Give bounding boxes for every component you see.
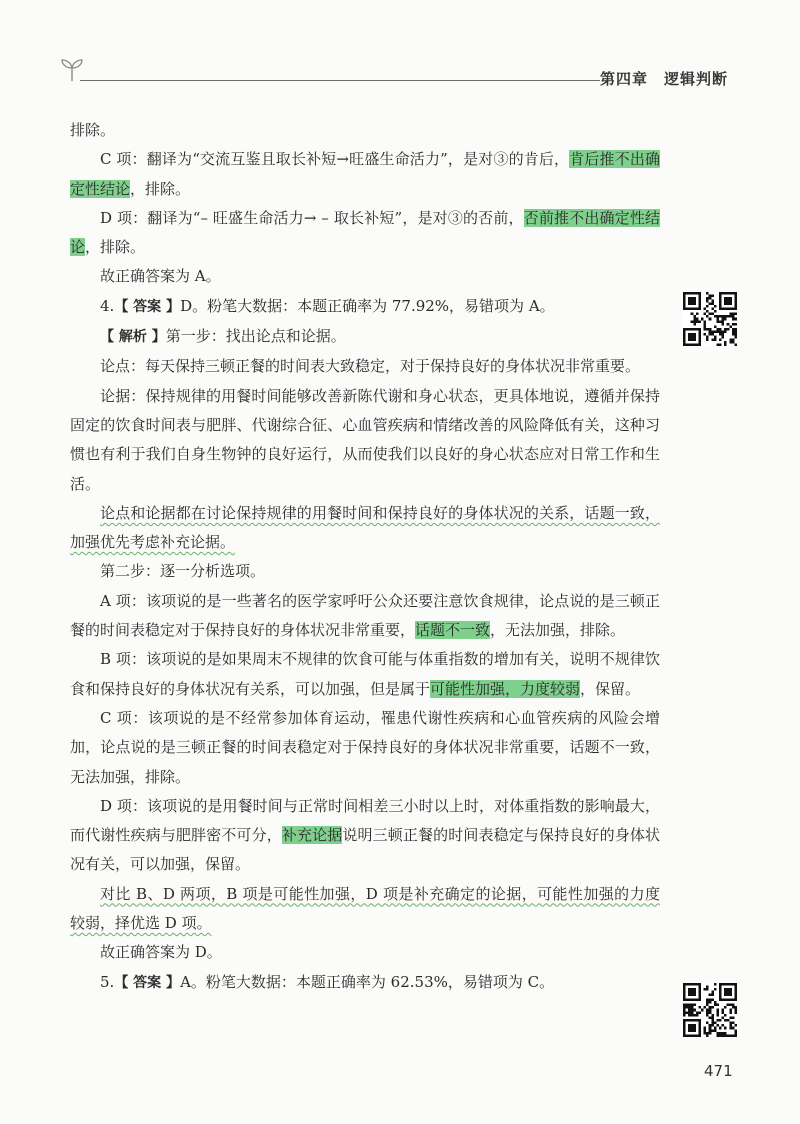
sprout-icon	[58, 56, 86, 82]
wavy-underline: 对比 B、D 两项，B 项是可能性加强，D 项是补充确定的论据，可能性加强的力度较弱，择优选 D 项。	[70, 884, 660, 933]
header-rule	[80, 80, 600, 81]
paragraph-option-d: D 项：翻译为“– 旺盛生命活力→ – 取长补短”，是对③的否前，否前推不出确定性结论，排除。	[70, 208, 660, 257]
wavy-underline: 论点和论据都在讨论保持规律的用餐时间和保持良好的身体状况的关系，话题一致，加强优先考虑补充论据。	[70, 503, 660, 552]
chapter-number: 第四章	[600, 70, 649, 88]
paragraph-option-b: B 项：该项说的是如果周末不规律的饮食可能与体重指数的增加有关，说明不规律饮食和保持良好的身体状况有关系，可以加强，但是属于可能性加强，力度较弱，保留。	[70, 650, 660, 698]
highlight: 补充论据	[281, 826, 343, 845]
qr-code-icon[interactable]	[683, 292, 737, 346]
paragraph-option-c: C 项：翻译为“交流互鉴且取长补短→旺盛生命活力”，是对③的肯后，肯后推不出确定性结论，排除。	[70, 150, 660, 198]
paragraph-option-a: A 项：该项说的是一些著名的医学家呼吁公众还要注意饮食规律，论点说的是三顿正餐的时间表稳定对于保持良好的身体状况非常重要，话题不一致，无法加强，排除。	[70, 591, 660, 640]
paragraph-argument-point: 论点：每天保持三顿正餐的时间表大致稳定，对于保持良好的身体状况非常重要。	[100, 357, 641, 376]
highlight: 肯后推不出确定性结论	[70, 150, 660, 198]
paragraph-comparison	[70, 880, 660, 939]
highlight: 话题不一致	[415, 621, 491, 640]
analysis-heading: 【 解析 】第一步：找出论点和论据。	[100, 327, 346, 346]
answer-label: 【 答案 】	[114, 298, 181, 315]
highlight: 可能性加强，力度较弱	[430, 679, 581, 698]
paragraph-option-c2: C 项：该项说的是不经常参加体育运动，罹患代谢性疾病和心血管疾病的风险会增加，论点说的是三顿正餐的时间表稳定对于保持良好的身体状况非常重要，话题不一致，无法加强，排除。	[70, 708, 660, 786]
question-answer-5: 5.【 答案 】A。粉笔大数据：本题正确率为 62.53%，易错项为 C。	[100, 972, 555, 991]
chapter-header	[600, 68, 780, 89]
answer-label: 【 答案 】	[114, 974, 181, 991]
answer-line: 故正确答案为 D。	[100, 943, 222, 962]
question-answer-4: 4.【 答案 】D。粉笔大数据：本题正确率为 77.92%，易错项为 A。	[100, 296, 555, 315]
paragraph-summary	[70, 499, 660, 558]
paragraph-option-d2: D 项：该项说的是用餐时间与正常时间相差三小时以上时，对体重指数的影响最大，而代谢性疾病与肥胖密不可分，补充论据说明三顿正餐的时间表稳定与保持良好的身体状况有关，可以加强，保留。	[70, 796, 660, 874]
answer-line: 故正确答案为 A。	[100, 267, 221, 286]
highlight: 否前推不出确定性结论	[70, 208, 660, 257]
qr-code-icon[interactable]	[683, 983, 737, 1037]
analysis-label: 【 解析 】	[100, 329, 166, 346]
page-number: 471	[704, 1062, 733, 1080]
paragraph-evidence: 论据：保持规律的用餐时间能够改善新陈代谢和身心状态，更具体地说，遵循并保持固定的饮食时间表与肥胖、代谢综合征、心血管疾病和情绪改善的风险降低有关，这种习惯也有利于我们自身生物钟的良好运行，从而使我们以良好的身心状态应对日常工作和生活。	[70, 386, 660, 493]
body-text	[70, 116, 660, 998]
paragraph: 排除。	[70, 121, 116, 139]
chapter-title: 逻辑判断	[664, 70, 729, 88]
step-two-heading: 第二步：逐一分析选项。	[100, 562, 266, 581]
